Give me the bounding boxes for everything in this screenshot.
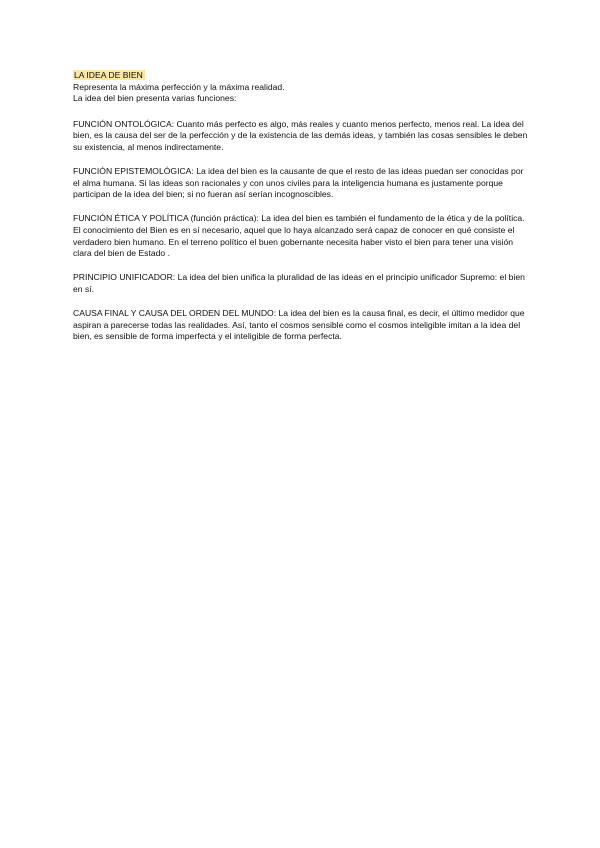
spacer — [73, 260, 528, 273]
section-causa-final: CAUSA FINAL Y CAUSA DEL ORDEN DEL MUNDO: La idea del bien es la causa final, es decir, el último medidor que aspiran a parecerse todas las realidades. Así, tanto el cosmos sensible como el cosmos inteligible imitan a la idea del bien, es sensible de forma imperfecta y el inteligible de forma perfecta. — [73, 307, 525, 342]
section-ontologica: FUNCIÓN ONTOLÓGICA: Cuanto más perfecto es algo, más reales y cuanto menos perfecto, menos real. La idea del bien, es la causa del ser de la perfección y de la existencia de las demás ideas, y también las cosas sensibles le deben su existencia, al menos indirectamente. — [73, 118, 528, 152]
spacer — [73, 154, 528, 167]
intro-line: Representa la máxima perfección y la máxima realidad. — [73, 81, 285, 92]
section-etica-politica: FUNCIÓN ÉTICA Y POLÍTICA (función práctica): La idea del bien es también el fundamento de la ética y de la política. El conocimiento del Bien es en sí necesario, aquel que lo haya alcanzado será capaz de conocer en qué consiste el verdadero bien humano. En el terreno político el buen gobernante necesita haber visto el bien para tener una visión clara del bien de Estado . — [73, 213, 525, 259]
spacer — [73, 295, 528, 308]
intro-line: La idea del bien presenta varias funciones: — [73, 93, 237, 104]
intro — [73, 82, 528, 105]
document-body — [73, 70, 528, 343]
document-title: LA IDEA DE BIEN — [74, 70, 143, 80]
spacer — [73, 201, 528, 214]
spacer — [73, 105, 528, 119]
section-principio-unificador: PRINCIPIO UNIFICADOR: La idea del bien unifica la pluralidad de las ideas en el principio unificador Supremo: el bien en sí. — [73, 272, 525, 294]
title-line — [73, 70, 528, 82]
section-epistemologica: FUNCIÓN EPISTEMOLÓGICA: La idea del bien es la causante de que el resto de las ideas puedan ser conocidas por el alma humana. Si las ideas son racionales y con unos civiles para la inteligencia humana es justamente porque participan de la idea del bien; si no fueran así serían incognoscibles. — [73, 166, 524, 200]
